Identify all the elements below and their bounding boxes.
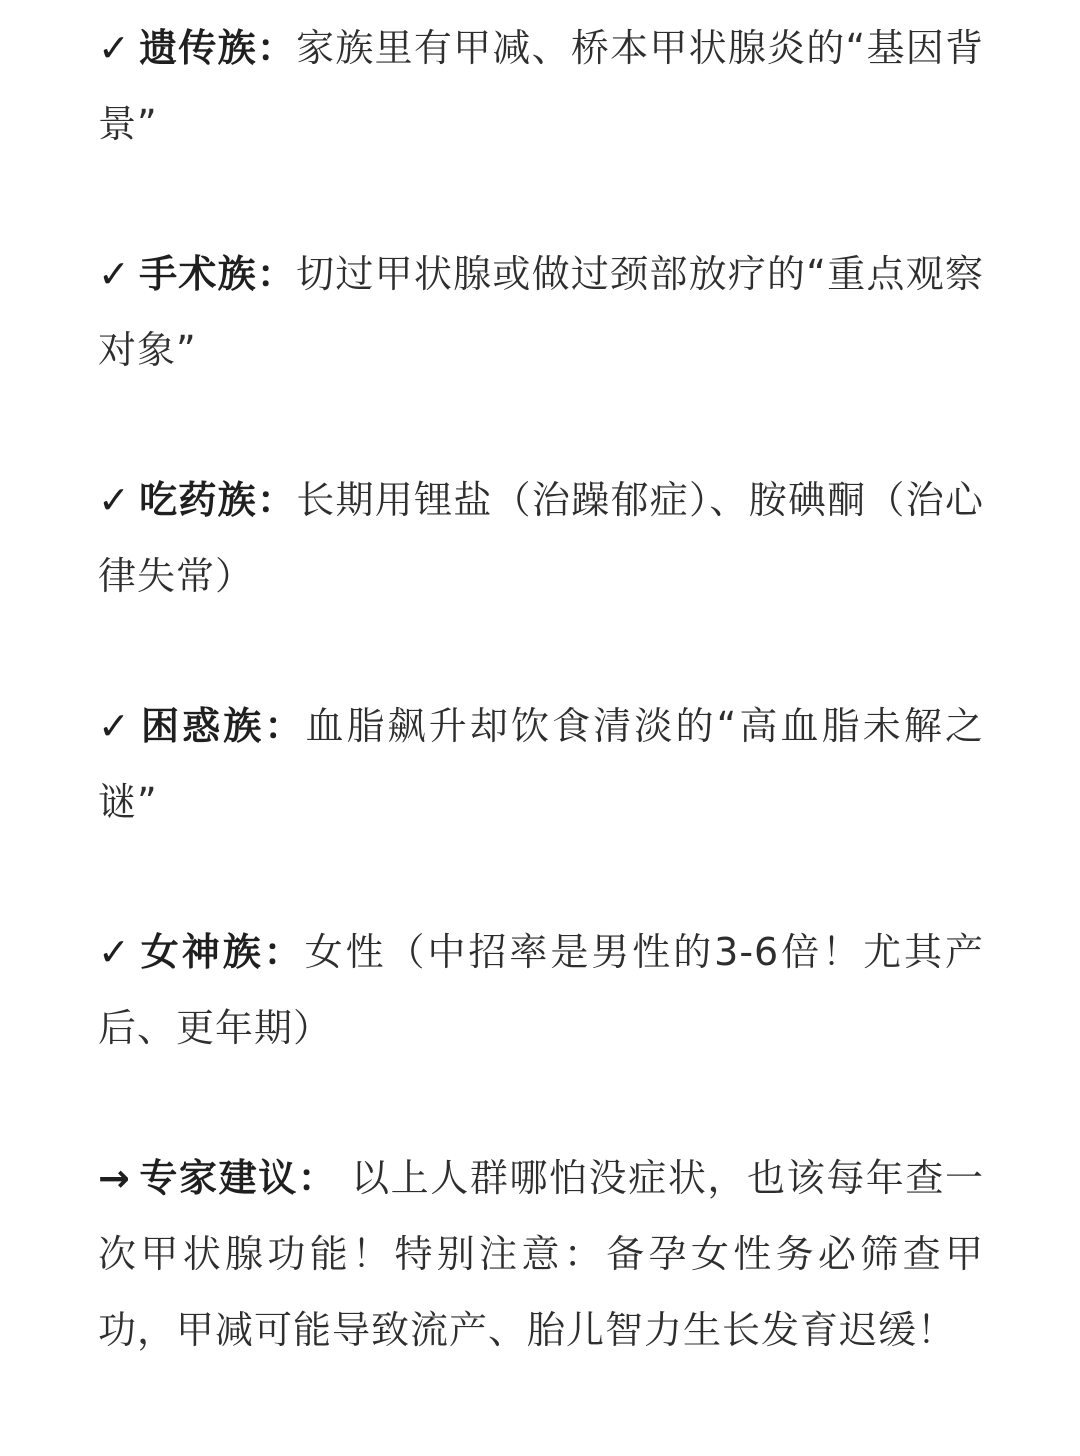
group-label: 遗传族： [139,26,297,70]
group-label: 困惑族： [140,704,306,748]
risk-group-puzzled [98,688,984,840]
group-description: 切过甲状腺或做过颈部放疗的“重点观察对象” [98,252,984,372]
group-description: 家族里有甲减、桥本甲状腺炎的“基因背景” [98,26,984,146]
risk-group-medication [98,462,984,614]
check-icon: ✓ [98,252,132,296]
risk-group-hereditary [98,10,984,162]
group-label: 女神族： [140,930,305,974]
group-label: 手术族： [139,252,297,296]
risk-group-surgery [98,236,984,388]
advice-label: 专家建议： [138,1156,338,1200]
arrow-right-icon: → [98,1156,131,1200]
group-description: 血脂飙升却饮食清淡的“高血脂未解之谜” [98,704,984,824]
risk-group-women [98,914,984,1066]
check-icon: ✓ [98,26,132,70]
check-icon: ✓ [98,704,133,748]
group-description: 长期用锂盐（治躁郁症）、胺碘酮（治心律失常） [98,478,984,598]
advice-text: 以上人群哪怕没症状，也该每年查一次甲状腺功能！特别注意：备孕女性务必筛查甲功，甲减可能导致流产、胎儿智力生长发育迟缓！ [98,1156,984,1352]
expert-advice [98,1140,984,1368]
article-body [98,10,984,1368]
check-icon: ✓ [98,930,133,974]
check-icon: ✓ [98,478,132,522]
group-label: 吃药族： [139,478,297,522]
group-description: 女性（中招率是男性的3-6倍！尤其产后、更年期） [98,930,984,1050]
